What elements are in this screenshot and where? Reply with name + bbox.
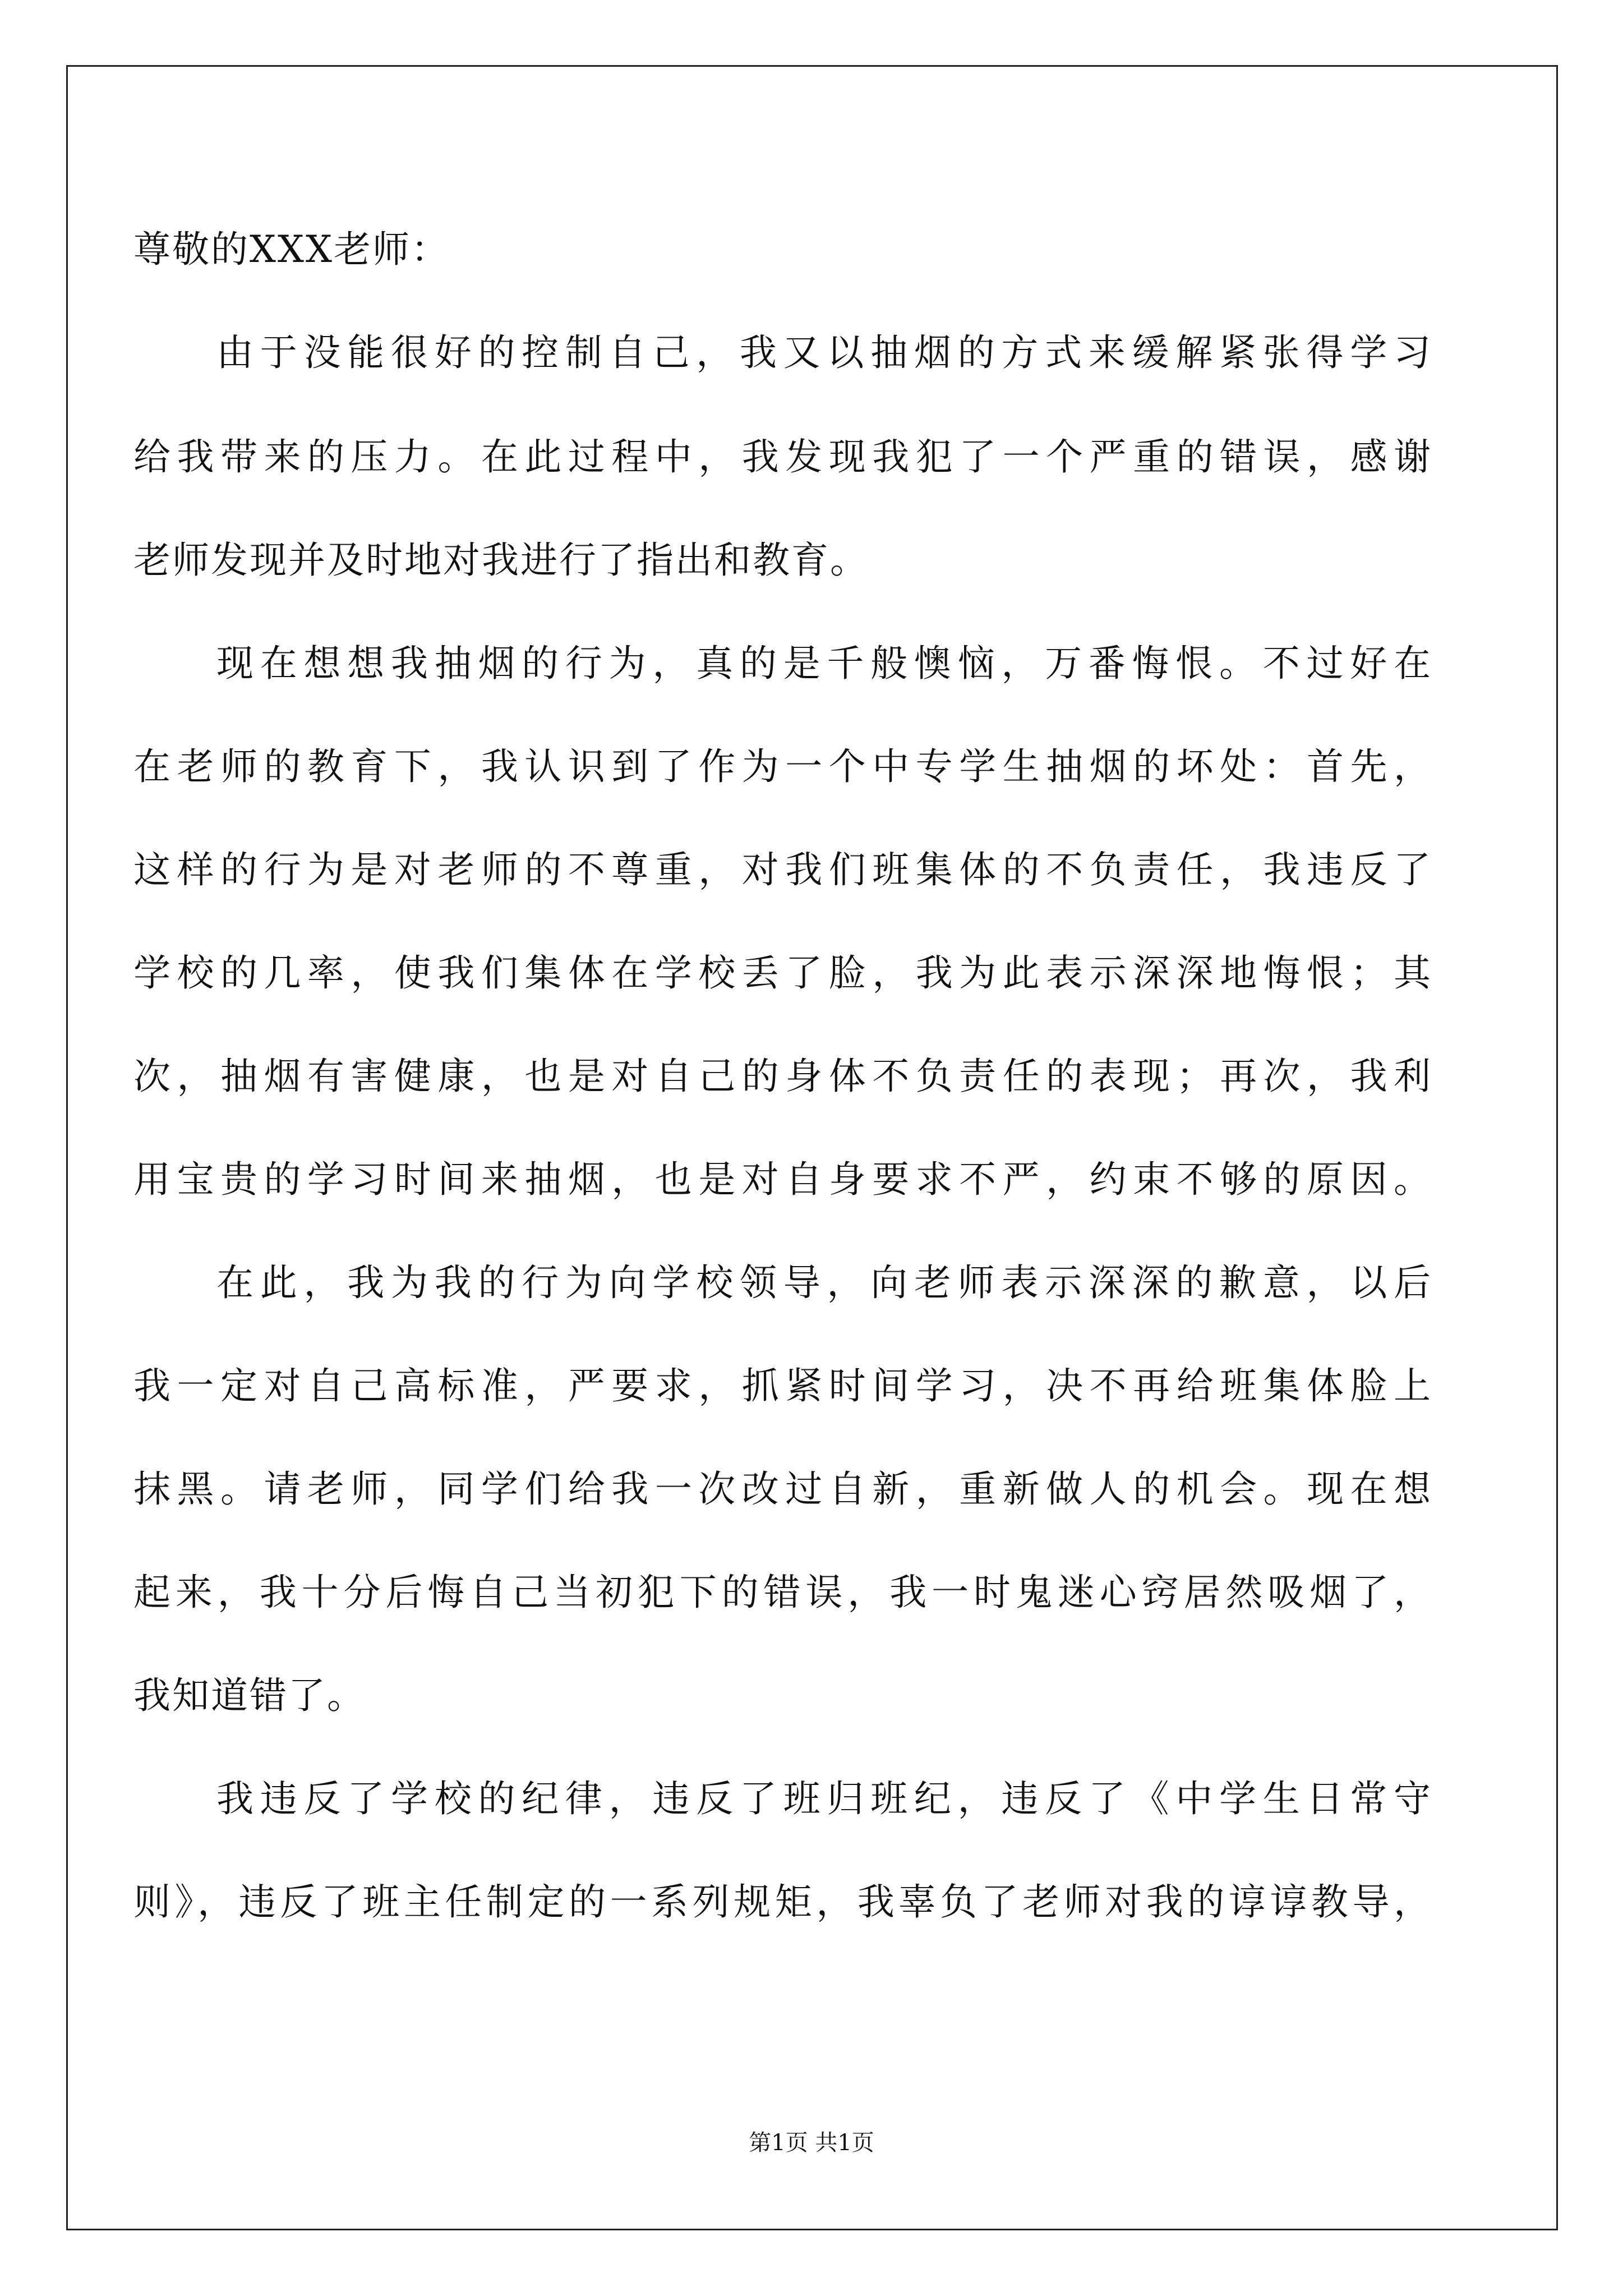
paragraph-2-line-2: 在老师的教育下，我认识到了作为一个中专学生抽烟的坏处：首先， bbox=[133, 745, 1432, 788]
paragraph-2-line-4: 学校的几率，使我们集体在学校丢了脸，我为此表示深深地悔恨；其 bbox=[133, 951, 1432, 995]
paragraph-2-line-3: 这样的行为是对老师的不尊重，对我们班集体的不负责任，我违反了 bbox=[133, 848, 1432, 891]
paragraph-2-line-1: 现在想想我抽烟的行为，真的是千般懊恼，万番悔恨。不过好在 bbox=[216, 642, 1432, 685]
paragraph-3-line-5: 我知道错了。 bbox=[133, 1674, 366, 1717]
paragraph-3-line-1: 在此，我为我的行为向学校领导，向老师表示深深的歉意，以后 bbox=[216, 1261, 1432, 1304]
paragraph-2-line-6: 用宝贵的学习时间来抽烟，也是对自身要求不严，约束不够的原因。 bbox=[133, 1158, 1432, 1201]
salutation: 尊敬的XXX老师： bbox=[133, 228, 450, 271]
paragraph-2-line-5: 次，抽烟有害健康，也是对自己的身体不负责任的表现；再次，我利 bbox=[133, 1055, 1432, 1098]
paragraph-1-line-3: 老师发现并及时地对我进行了指出和教育。 bbox=[133, 539, 869, 582]
page-number-footer: 第1页 共1页 bbox=[749, 2130, 874, 2156]
paragraph-4-line-2: 则》，违反了班主任制定的一系列规矩，我辜负了老师对我的谆谆教导， bbox=[133, 1880, 1432, 1924]
paragraph-1-line-2: 给我带来的压力。在此过程中，我发现我犯了一个严重的错误，感谢 bbox=[133, 435, 1432, 478]
paragraph-1-line-1: 由于没能很好的控制自己，我又以抽烟的方式来缓解紧张得学习 bbox=[216, 331, 1432, 374]
paragraph-3-line-2: 我一定对自己高标准，严要求，抓紧时间学习，决不再给班集体脸上 bbox=[133, 1364, 1432, 1407]
paragraph-3-line-3: 抹黑。请老师，同学们给我一次改过自新，重新做人的机会。现在想 bbox=[133, 1467, 1432, 1511]
paragraph-4-line-1: 我违反了学校的纪律，违反了班归班纪，违反了《中学生日常守 bbox=[216, 1777, 1432, 1820]
paragraph-3-line-4: 起来，我十分后悔自己当初犯下的错误，我一时鬼迷心窍居然吸烟了， bbox=[133, 1571, 1432, 1614]
